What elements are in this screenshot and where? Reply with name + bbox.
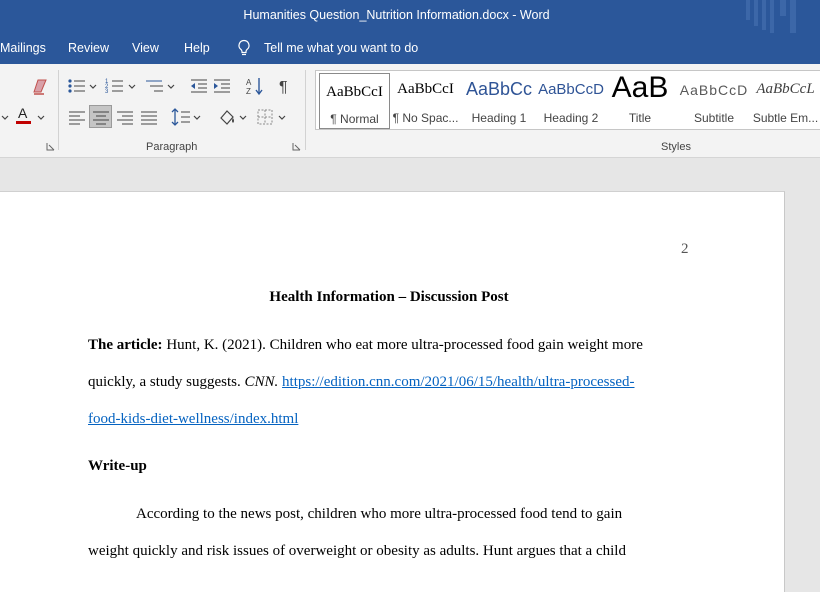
decrease-indent-icon[interactable] (189, 76, 211, 96)
style-name: ¶ No Spac... (392, 111, 459, 125)
line-spacing-dropdown-icon[interactable] (192, 107, 202, 127)
numbering-icon[interactable] (104, 76, 126, 96)
tab-view[interactable]: View (132, 41, 159, 55)
style-subtitle[interactable] (678, 71, 750, 129)
style-sample: AaBbCcD (538, 81, 604, 98)
align-right-icon[interactable] (114, 107, 136, 127)
tell-me-search[interactable]: Tell me what you want to do (264, 41, 419, 55)
window-title: Humanities Question_Nutrition Information.docx - Word (243, 8, 550, 22)
style-sample: AaBbCcI (326, 84, 383, 100)
group-separator (305, 70, 306, 150)
svg-text:3: 3 (105, 89, 109, 95)
article-citation-line-2 (88, 374, 634, 391)
document-page[interactable] (0, 191, 785, 592)
article-source: CNN. (244, 374, 279, 390)
style-name: Subtitle (693, 111, 735, 125)
title-bar (0, 0, 820, 33)
tab-help[interactable]: Help (184, 41, 210, 55)
style-sample: AaBbCcD (679, 82, 749, 98)
font-color-dropdown-icon[interactable] (36, 107, 46, 127)
page-number: 2 (681, 241, 689, 257)
style-title[interactable] (606, 71, 674, 129)
paragraph-group-label: Paragraph (146, 141, 198, 153)
bullets-icon[interactable] (66, 76, 88, 96)
style-name: Title (628, 111, 652, 125)
style-sample: AaBbCcI (397, 81, 454, 97)
sort-icon[interactable] (244, 76, 266, 96)
article-text-continued: quickly, a study suggests. (88, 374, 245, 390)
style-no-spacing[interactable] (390, 71, 461, 129)
svg-text:2: 2 (105, 84, 109, 90)
styles-gallery (315, 70, 820, 130)
tab-mailings[interactable]: Mailings (0, 41, 46, 55)
chevron-down-icon[interactable] (0, 107, 10, 127)
font-color-icon[interactable] (14, 105, 36, 125)
multilevel-dropdown-icon[interactable] (166, 76, 176, 96)
shading-icon[interactable] (216, 107, 238, 127)
font-dialog-launcher-icon[interactable] (46, 142, 55, 151)
style-subtle-emphasis[interactable] (750, 71, 820, 129)
styles-group-label: Styles (661, 141, 691, 153)
justify-icon[interactable] (138, 107, 160, 127)
align-left-icon[interactable] (66, 107, 88, 127)
writeup-heading: Write-up (88, 458, 147, 474)
document-workspace (0, 158, 820, 567)
ribbon (0, 64, 820, 158)
svg-text:Z: Z (246, 87, 251, 96)
lightbulb-icon[interactable] (236, 39, 252, 57)
show-formatting-marks-icon[interactable] (275, 76, 297, 96)
svg-text:A: A (18, 105, 28, 121)
align-center-icon (90, 107, 112, 127)
align-center-button[interactable] (89, 105, 112, 128)
style-name: Heading 1 (471, 111, 527, 125)
svg-text:A: A (246, 78, 252, 87)
article-link-continued[interactable]: food-kids-diet-wellness/index.html (88, 411, 299, 427)
body-paragraph-line-2: weight quickly and risk issues of overweight or obesity as adults. Hunt argues that a child (88, 543, 626, 559)
borders-icon[interactable] (255, 107, 277, 127)
tab-review[interactable]: Review (68, 41, 109, 55)
clear-formatting-icon[interactable] (30, 77, 52, 97)
group-separator (58, 70, 59, 150)
style-name: Heading 2 (543, 111, 599, 125)
article-text: Hunt, K. (2021). Children who eat more ultra-processed food gain weight more (162, 337, 643, 353)
style-sample: AaBbCcL (756, 81, 815, 97)
article-link[interactable]: https://edition.cnn.com/2021/06/15/health/ultra-processed- (282, 374, 635, 390)
style-name: ¶ Normal (330, 112, 379, 126)
shading-dropdown-icon[interactable] (238, 107, 248, 127)
multilevel-list-icon[interactable] (144, 76, 166, 96)
style-sample: AaBbCc (465, 79, 533, 99)
style-name: Subtle Em... (752, 111, 819, 125)
ribbon-tabs (0, 33, 820, 64)
numbering-dropdown-icon[interactable] (127, 76, 137, 96)
svg-text:¶: ¶ (279, 79, 288, 96)
article-citation-line-1 (88, 337, 643, 354)
style-heading-2[interactable] (536, 71, 606, 129)
style-normal[interactable] (319, 73, 390, 129)
style-heading-1[interactable] (462, 71, 536, 129)
svg-text:1: 1 (105, 79, 109, 85)
body-paragraph-line-1: According to the news post, children who more ultra-processed food tend to gain (136, 506, 623, 522)
article-citation-line-3 (88, 411, 298, 428)
title-bar-decoration (744, 0, 804, 33)
bullets-dropdown-icon[interactable] (88, 76, 98, 96)
style-sample: AaB (611, 71, 669, 104)
article-label: The article: (88, 337, 163, 353)
paragraph-dialog-launcher-icon[interactable] (292, 142, 301, 151)
document-heading: Health Information – Discussion Post (269, 289, 509, 305)
increase-indent-icon[interactable] (212, 76, 234, 96)
line-spacing-icon[interactable] (170, 107, 192, 127)
borders-dropdown-icon[interactable] (277, 107, 287, 127)
